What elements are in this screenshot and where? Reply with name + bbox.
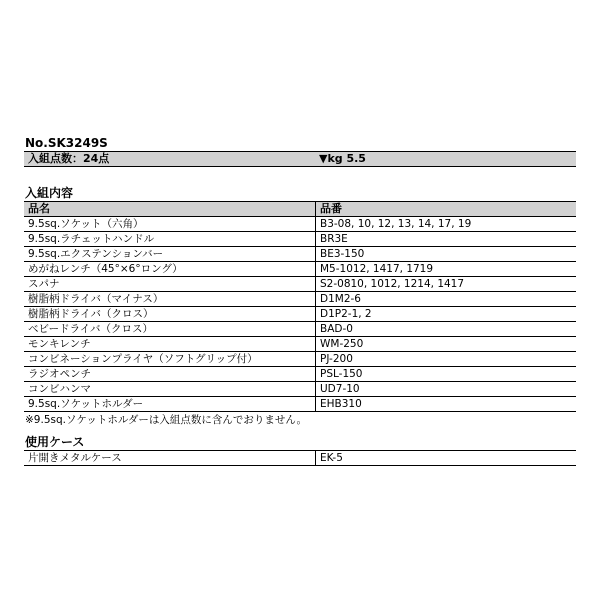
table-row <box>24 247 576 262</box>
table-row <box>24 292 576 307</box>
table-row <box>24 322 576 337</box>
case-code: EK-5 <box>320 452 343 464</box>
contents-table <box>24 217 576 412</box>
header-name: 品名 <box>24 202 316 216</box>
table-row <box>24 277 576 292</box>
item-code: D1M2-6 <box>320 293 361 305</box>
item-name: モンキレンチ <box>24 337 316 351</box>
case-table <box>24 451 576 466</box>
item-name: 9.5sq.ラチェットハンドル <box>24 232 316 246</box>
case-name: 片開きメタルケース <box>24 451 316 465</box>
item-code: PSL-150 <box>320 368 363 380</box>
item-name: めがねレンチ（45°×6°ロング） <box>24 262 316 276</box>
model-number: No.SK3249S <box>24 135 576 152</box>
item-name: スパナ <box>24 277 316 291</box>
case-title: 使用ケース <box>24 434 576 451</box>
header-code: 品番 <box>320 202 342 215</box>
item-code: WM-250 <box>320 338 364 350</box>
footnote: ※9.5sq.ソケットホルダーは入組点数に含んでおりません。 <box>25 414 308 426</box>
item-code: EHB310 <box>320 398 362 410</box>
item-name: ベビードライバ（クロス） <box>24 322 316 336</box>
weight: ▼kg 5.5 <box>319 152 366 165</box>
item-name: 樹脂柄ドライバ（マイナス） <box>24 292 316 306</box>
table-row <box>24 397 576 412</box>
item-name: コンビネーションプライヤ（ソフトグリップ付） <box>24 352 316 366</box>
contents-title: 入組内容 <box>24 185 576 202</box>
table-row <box>24 382 576 397</box>
table-row <box>24 217 576 232</box>
item-code: BR3E <box>320 233 348 245</box>
table-row <box>24 307 576 322</box>
summary-bar <box>24 152 576 167</box>
table-row <box>24 262 576 277</box>
item-code: M5-1012, 1417, 1719 <box>320 263 434 275</box>
contents-header <box>24 202 576 217</box>
item-name: 樹脂柄ドライバ（クロス） <box>24 307 316 321</box>
item-code: B3-08, 10, 12, 13, 14, 17, 19 <box>320 218 472 230</box>
item-name: 9.5sq.ソケット（六角） <box>24 217 316 231</box>
item-name: コンビハンマ <box>24 382 316 396</box>
table-row <box>24 451 576 466</box>
item-code: UD7-10 <box>320 383 360 395</box>
item-name: ラジオペンチ <box>24 367 316 381</box>
item-code: BAD-0 <box>320 323 353 335</box>
piece-count: 入組点数：24点 <box>28 152 110 165</box>
item-name: 9.5sq.エクステンションバー <box>24 247 316 261</box>
spec-sheet <box>24 135 576 466</box>
item-code: D1P2-1, 2 <box>320 308 372 320</box>
table-row <box>24 352 576 367</box>
item-code: PJ-200 <box>320 353 353 365</box>
table-row <box>24 367 576 382</box>
table-row <box>24 232 576 247</box>
table-row <box>24 337 576 352</box>
item-code: S2-0810, 1012, 1214, 1417 <box>320 278 465 290</box>
item-name: 9.5sq.ソケットホルダー <box>24 397 316 411</box>
item-code: BE3-150 <box>320 248 365 260</box>
